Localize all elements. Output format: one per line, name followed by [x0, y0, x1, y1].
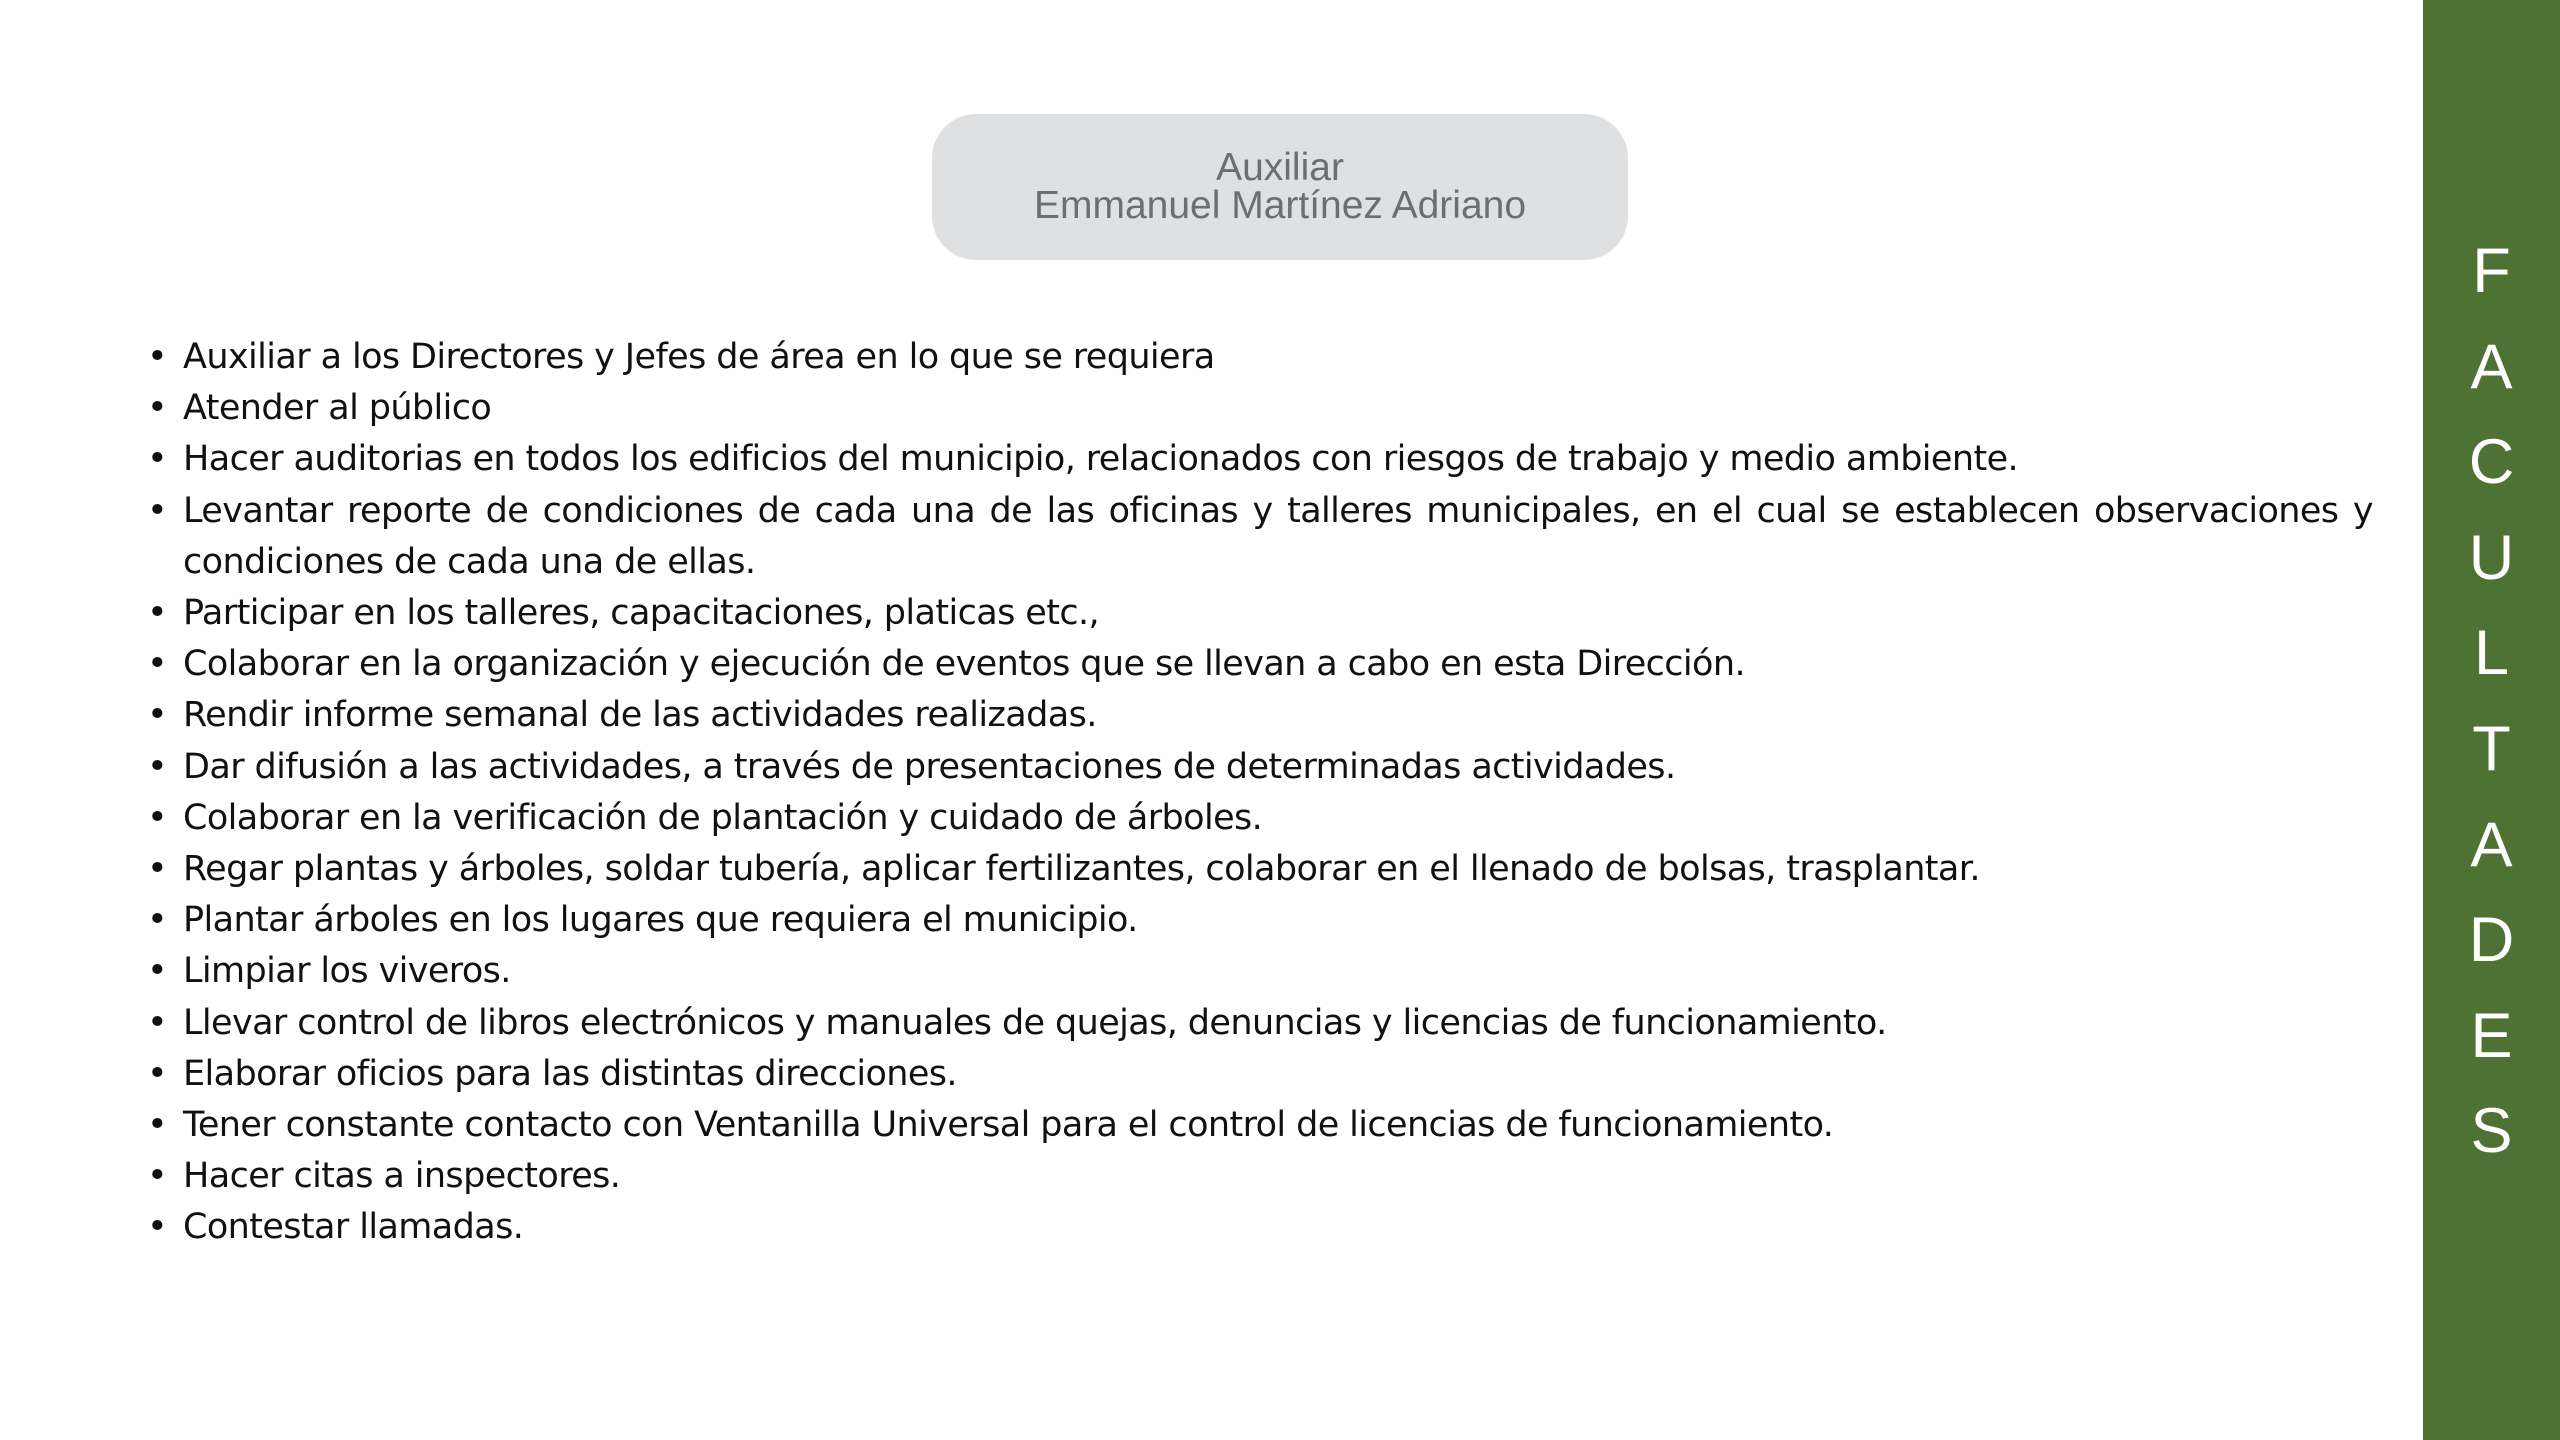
duty-item: • Colaborar en la organización y ejecución de eventos que se llevan a cabo en esta Dirección. — [147, 639, 2373, 690]
facultades-sidebar — [2423, 0, 2560, 1440]
sidebar-vertical-label — [2423, 224, 2560, 1180]
duty-item: • Llevar control de libros electrónicos y manuales de quejas, denuncias y licencias de funcionamiento. — [147, 998, 2373, 1049]
sidebar-letter: D — [2468, 905, 2515, 976]
duty-item: • Elaborar oficios para las distintas direcciones. — [147, 1049, 2373, 1100]
duty-item: • Contestar llamadas. — [147, 1202, 2373, 1253]
duties-list — [147, 332, 2373, 1254]
duty-item: • Atender al público — [147, 383, 2373, 434]
duty-item: • Levantar reporte de condiciones de cada una de las oficinas y talleres municipales, en el cual se establecen observaciones y condiciones de cada una de ellas. — [147, 486, 2373, 588]
duty-item: • Hacer auditorias en todos los edificios del municipio, relacionados con riesgos de trabajo y medio ambiente. — [147, 434, 2373, 485]
duty-item: • Rendir informe semanal de las actividades realizadas. — [147, 690, 2373, 741]
duty-item: • Participar en los talleres, capacitaciones, platicas etc., — [147, 588, 2373, 639]
duty-item: • Auxiliar a los Directores y Jefes de área en lo que se requiera — [147, 332, 2373, 383]
duty-item: • Regar plantas y árboles, soldar tubería, aplicar fertilizantes, colaborar en el llenado de bolsas, trasplantar. — [147, 844, 2373, 895]
duty-item: • Limpiar los viveros. — [147, 946, 2373, 997]
role-header-box — [932, 114, 1628, 260]
sidebar-letter: F — [2472, 236, 2511, 306]
sidebar-letter: A — [2470, 809, 2513, 880]
person-name: Emmanuel Martínez Adriano — [1033, 184, 1527, 227]
duty-item: • Dar difusión a las actividades, a través de presentaciones de determinadas actividades. — [147, 742, 2373, 793]
sidebar-letter: L — [2473, 618, 2510, 689]
sidebar-letter: E — [2470, 1000, 2513, 1071]
role-title: Auxiliar — [1216, 146, 1344, 189]
duty-item: • Tener constante contacto con Ventanilla Universal para el control de licencias de funcionamiento. — [147, 1100, 2373, 1151]
sidebar-letter: U — [2468, 522, 2515, 593]
duty-item: • Hacer citas a inspectores. — [147, 1151, 2373, 1202]
sidebar-letter: T — [2472, 713, 2511, 784]
sidebar-letter: A — [2470, 331, 2513, 402]
sidebar-letter: S — [2470, 1096, 2513, 1167]
duty-item: • Plantar árboles en los lugares que requiera el municipio. — [147, 895, 2373, 946]
duty-item: • Colaborar en la verificación de plantación y cuidado de árboles. — [147, 793, 2373, 844]
sidebar-letter: C — [2468, 427, 2515, 498]
